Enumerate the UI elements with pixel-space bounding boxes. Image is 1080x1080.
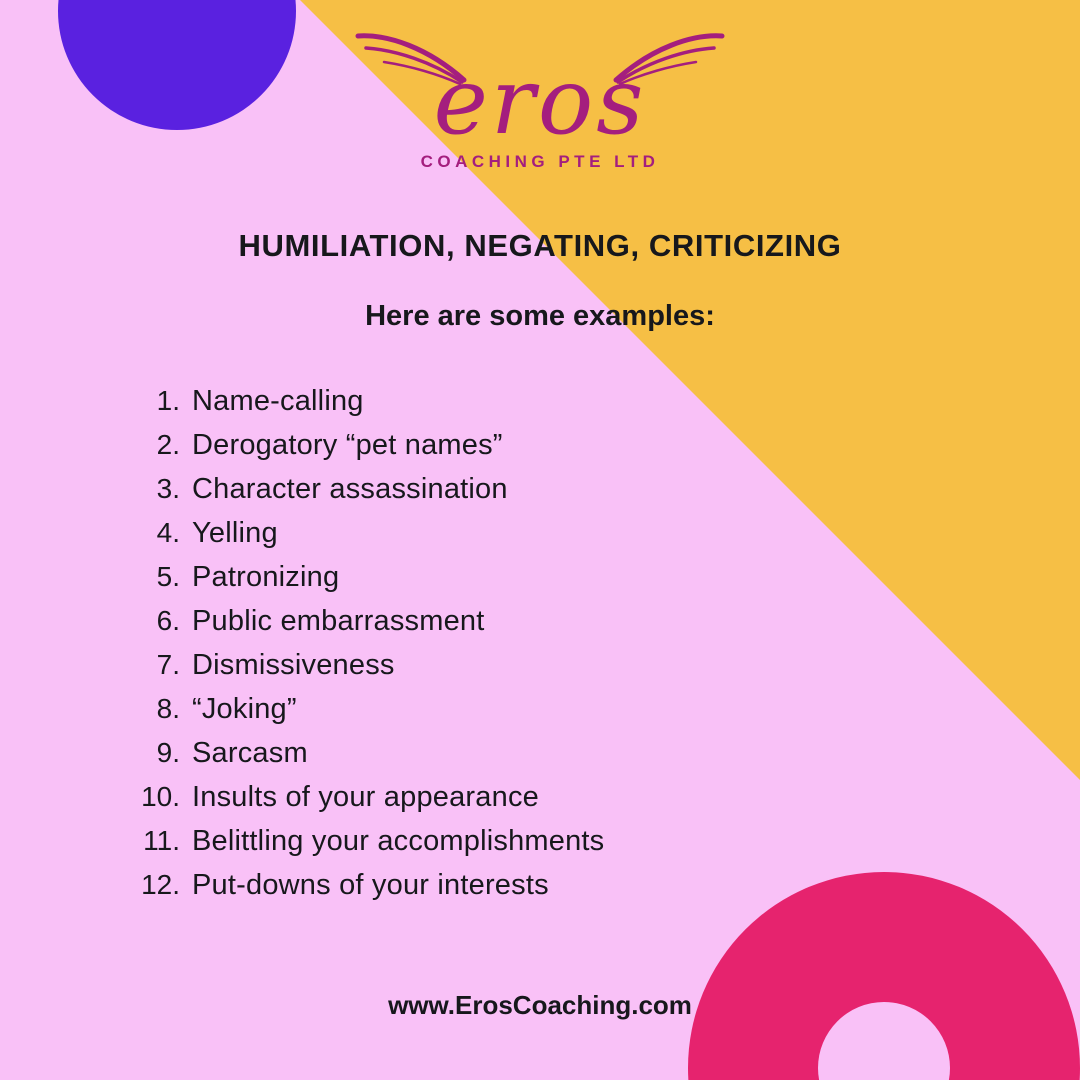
list-item	[118, 429, 958, 473]
list-item-number: 12.	[141, 869, 180, 900]
page-title: HUMILIATION, NEGATING, CRITICIZING	[238, 228, 842, 263]
list-item	[118, 605, 958, 649]
list-item	[118, 385, 958, 429]
list-item	[118, 737, 958, 781]
list-item-label: Sarcasm	[192, 737, 308, 769]
website-url: www.ErosCoaching.com	[388, 990, 692, 1020]
list-item-label: “Joking”	[192, 693, 297, 725]
list-item-label: Belittling your accomplishments	[192, 825, 605, 857]
winged-heart-icon	[360, 26, 720, 176]
list-item	[118, 517, 958, 561]
brand-wordmark: eros	[433, 48, 647, 155]
list-item-label: Patronizing	[192, 561, 340, 593]
list-item-label: Dismissiveness	[192, 649, 395, 681]
list-item-number: 9.	[156, 737, 180, 768]
list-item	[118, 781, 958, 825]
list-item-number: 7.	[156, 649, 180, 680]
brand-tagline: COACHING PTE LTD	[420, 152, 660, 171]
list-item-number: 1.	[156, 385, 180, 416]
page-subtitle: Here are some examples:	[365, 300, 715, 332]
list-item	[118, 693, 958, 737]
list-item-label: Put-downs of your interests	[192, 869, 549, 901]
list-item-number: 4.	[156, 517, 180, 548]
list-item	[118, 561, 958, 605]
list-item	[118, 869, 958, 913]
list-item-number: 5.	[156, 561, 180, 592]
list-item-label: Insults of your appearance	[192, 781, 539, 813]
list-item-label: Name-calling	[192, 385, 364, 417]
list-item-number: 10.	[141, 781, 180, 812]
list-item-label: Derogatory “pet names”	[192, 429, 503, 461]
list-item-label: Public embarrassment	[192, 605, 485, 637]
list-item-number: 3.	[156, 473, 180, 504]
list-item-number: 8.	[156, 693, 180, 724]
list-item	[118, 649, 958, 693]
brand-logo	[0, 26, 1080, 181]
list-item-number: 2.	[156, 429, 180, 460]
list-item	[118, 825, 958, 869]
list-item-label: Character assassination	[192, 473, 508, 505]
list-item-label: Yelling	[192, 517, 278, 549]
list-item	[118, 473, 958, 517]
examples-list	[118, 385, 958, 913]
list-item-number: 11.	[143, 825, 180, 856]
list-item-number: 6.	[156, 605, 180, 636]
